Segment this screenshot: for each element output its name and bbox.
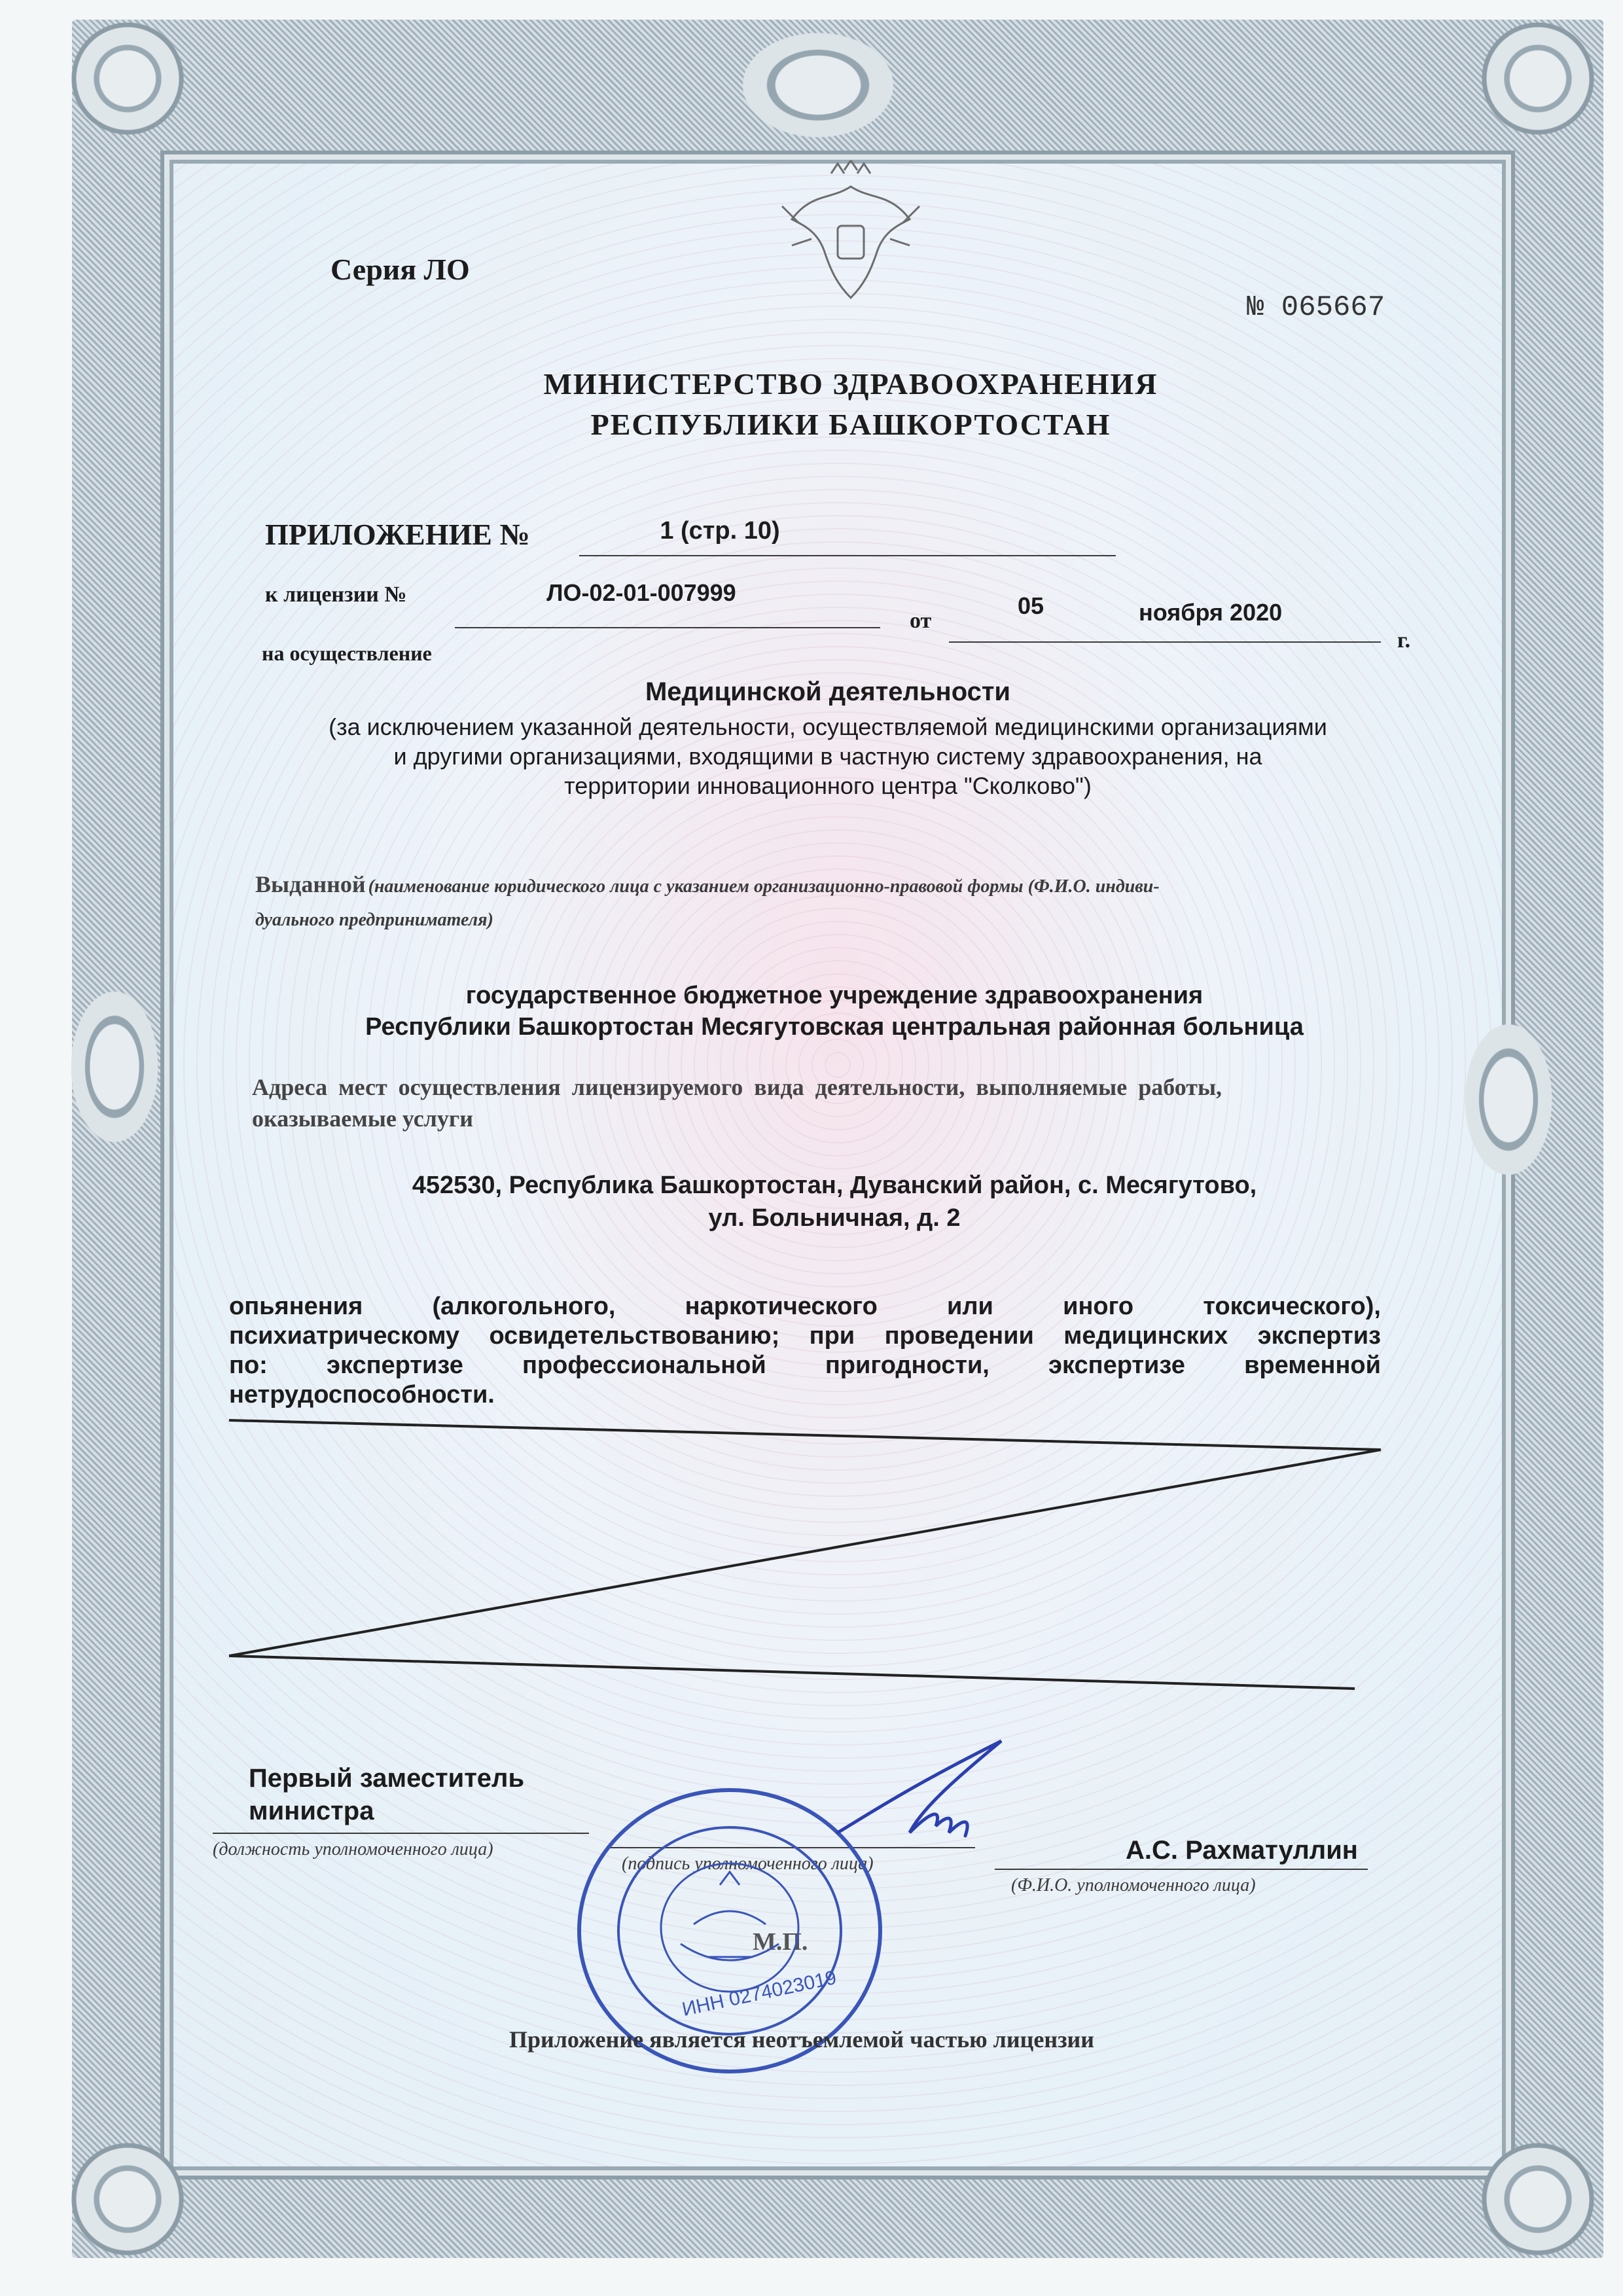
services-word: экспертиз [1257, 1322, 1381, 1350]
services-word: наркотического [685, 1293, 878, 1320]
license-number: ЛО-02-01-007999 [546, 579, 736, 606]
coat-of-arms-icon [772, 160, 929, 311]
handwritten-signature-icon [831, 1734, 1027, 1865]
stamp-inn: ИНН 0274023019 [680, 1966, 839, 2021]
services-word: проведении [884, 1322, 1034, 1350]
signatory-name: А.С. Рахматуллин [1126, 1836, 1358, 1865]
issued-note-line2: дуального предпринимателя) [255, 910, 493, 930]
issued-note-line1: (наименование юридического лица с указанием организационно-правовой формы (Ф.И.О. индиви- [368, 876, 1160, 897]
footer-note: Приложение является неотъемлемой частью лицензии [508, 2026, 1095, 2053]
activity-description-line3: территории инновационного центра "Сколково") [564, 772, 1092, 799]
services-row1 [229, 1293, 1381, 1321]
services-row2 [229, 1322, 1381, 1350]
license-date-from-label: от [910, 609, 932, 633]
signature-caption: (подпись уполномоченного лица) [622, 1854, 874, 1874]
seal-place-label: М.П. [753, 1928, 808, 1956]
services-word: пригодности, [825, 1352, 990, 1379]
corner-ornament-icon [62, 2134, 193, 2265]
services-word: (алкогольного, [432, 1293, 616, 1320]
services-word: по: [229, 1352, 268, 1379]
services-word: профессиональной [522, 1352, 766, 1379]
services-row4: нетрудоспособности. [229, 1381, 495, 1408]
license-year-suffix: г. [1397, 628, 1411, 653]
corner-ornament-icon [1472, 13, 1603, 144]
services-word: при [809, 1322, 855, 1350]
addresses-label-line2: оказываемые услуги [252, 1105, 473, 1132]
services-word: иного [1063, 1293, 1134, 1320]
certificate-number: № 065667 [1247, 291, 1385, 324]
issued-block [255, 870, 1427, 898]
corner-ornament-icon [1472, 2134, 1603, 2265]
services-row3 [229, 1352, 1381, 1380]
position-caption: (должность уполномоченного лица) [213, 1839, 493, 1859]
side-ornament-icon [65, 982, 164, 1152]
name-caption: (Ф.И.О. уполномоченного лица) [1011, 1875, 1256, 1895]
services-word: медицинских [1063, 1322, 1228, 1350]
strikeout-lines [223, 1407, 1400, 1702]
top-ornament-icon [733, 26, 903, 144]
activity-description-line2: и другими организациями, входящими в частную систему здравоохранения, на [393, 743, 1262, 770]
services-word: экспертизе [326, 1352, 463, 1379]
issued-label: Выданной [255, 871, 366, 897]
services-word: освидетельствованию; [489, 1322, 780, 1350]
organization-name-line2: Республики Башкортостан Месягутовская центральная районная больница [365, 1013, 1304, 1041]
services-word: экспертизе [1048, 1352, 1185, 1379]
services-word: токсического), [1203, 1293, 1381, 1320]
signatory-position-line1: Первый заместитель [249, 1764, 525, 1793]
license-day: 05 [1018, 592, 1044, 619]
side-ornament-icon [1459, 1014, 1558, 1185]
services-word: психиатрическому [229, 1322, 460, 1350]
corner-ornament-icon [62, 13, 193, 144]
appendix-number: 1 (стр. 10) [660, 517, 780, 545]
ministry-title-line2: РЕСПУБЛИКИ БАШКОРТОСТАН [590, 408, 1111, 441]
address-line1: 452530, Республика Башкортостан, Дуванский район, с. Месягутово, [412, 1172, 1257, 1199]
signatory-position-line2: министра [249, 1797, 374, 1825]
ministry-title-line1: МИНИСТЕРСТВО ЗДРАВООХРАНЕНИЯ [543, 367, 1158, 401]
services-word: опьянения [229, 1293, 363, 1320]
license-month-year: ноября 2020 [1139, 599, 1283, 626]
addresses-label-line1: Адреса мест осуществления лицензируемого вида деятельности, выполняемые работы, [252, 1074, 1222, 1100]
services-word: временной [1244, 1352, 1381, 1379]
appendix-label: ПРИЛОЖЕНИЕ № [265, 518, 530, 551]
services-word: или [947, 1293, 993, 1320]
activity-description-line1: (за исключением указанной деятельности, осуществляемой медицинскими организациями [329, 713, 1327, 740]
address-line2: ул. Больничная, д. 2 [708, 1204, 961, 1232]
activity-label: на осуществление [262, 641, 432, 665]
activity-title: Медицинской деятельности [645, 677, 1011, 706]
license-label: к лицензии № [265, 583, 407, 607]
series-label: Серия ЛО [330, 253, 470, 286]
organization-name-line1: государственное бюджетное учреждение здравоохранения [465, 982, 1204, 1009]
